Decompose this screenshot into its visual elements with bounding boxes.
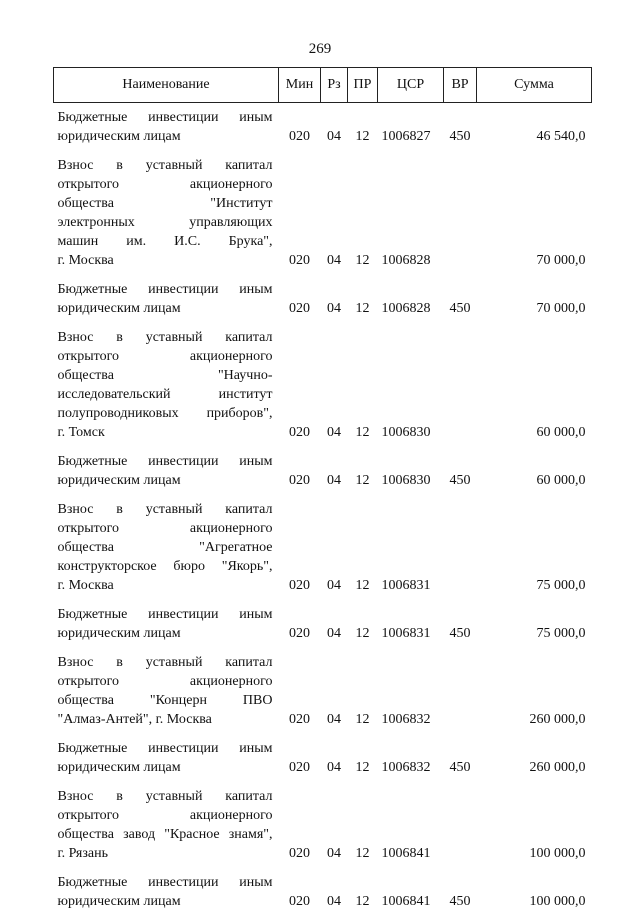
row-rz: 04 <box>321 276 348 324</box>
row-csr: 1006841 <box>378 869 444 917</box>
row-rz: 04 <box>321 783 348 869</box>
row-name-line: юридическим лицам <box>58 127 273 146</box>
row-name <box>54 601 279 649</box>
row-vr: 450 <box>444 276 477 324</box>
row-name-line: электронных управляющих <box>58 213 273 232</box>
header-min: Мин <box>279 68 321 103</box>
row-name-line: Взнос в уставный капитал <box>58 328 273 347</box>
row-name-line: Бюджетные инвестиции иным <box>58 280 273 299</box>
row-min: 020 <box>279 869 321 917</box>
row-name <box>54 103 279 153</box>
row-name-line: открытого акционерного <box>58 347 273 366</box>
row-name-line: открытого акционерного <box>58 519 273 538</box>
row-min: 020 <box>279 324 321 448</box>
row-name-line: общества завод "Красное знамя", <box>58 825 273 844</box>
row-name-line: открытого акционерного <box>58 175 273 194</box>
table-row <box>54 496 592 601</box>
header-name: Наименование <box>54 68 279 103</box>
row-name-line: г. Москва <box>58 251 273 270</box>
row-csr: 1006828 <box>378 276 444 324</box>
row-name-line: Бюджетные инвестиции иным <box>58 605 273 624</box>
row-rz: 04 <box>321 869 348 917</box>
row-name-line: г. Москва <box>58 576 273 595</box>
row-name-line: "Алмаз-Антей", г. Москва <box>58 710 273 729</box>
row-rz: 04 <box>321 448 348 496</box>
row-min: 020 <box>279 735 321 783</box>
row-name-line: г. Рязань <box>58 844 273 863</box>
row-rz: 04 <box>321 601 348 649</box>
table-row <box>54 152 592 276</box>
row-rz: 04 <box>321 103 348 153</box>
row-pr: 12 <box>348 152 378 276</box>
row-vr: 450 <box>444 601 477 649</box>
row-sum: 70 000,0 <box>477 276 592 324</box>
row-name <box>54 276 279 324</box>
table-row <box>54 276 592 324</box>
row-rz: 04 <box>321 649 348 735</box>
table-header <box>54 68 592 103</box>
row-name-line: Бюджетные инвестиции иным <box>58 108 273 127</box>
table-row <box>54 869 592 917</box>
row-vr: 450 <box>444 869 477 917</box>
row-csr: 1006828 <box>378 152 444 276</box>
row-sum: 60 000,0 <box>477 324 592 448</box>
row-name-line: Бюджетные инвестиции иным <box>58 452 273 471</box>
row-min: 020 <box>279 496 321 601</box>
row-rz: 04 <box>321 496 348 601</box>
table-row <box>54 324 592 448</box>
row-name-line: Взнос в уставный капитал <box>58 156 273 175</box>
row-sum: 60 000,0 <box>477 448 592 496</box>
row-min: 020 <box>279 601 321 649</box>
row-name <box>54 152 279 276</box>
row-name-line: открытого акционерного <box>58 672 273 691</box>
row-name-line: Взнос в уставный капитал <box>58 787 273 806</box>
header-sum: Сумма <box>477 68 592 103</box>
row-name-line: общества "Научно- <box>58 366 273 385</box>
row-csr: 1006827 <box>378 103 444 153</box>
row-pr: 12 <box>348 869 378 917</box>
row-pr: 12 <box>348 783 378 869</box>
row-name-line: общества "Агрегатное <box>58 538 273 557</box>
table-row <box>54 783 592 869</box>
row-sum: 75 000,0 <box>477 601 592 649</box>
row-name <box>54 783 279 869</box>
row-name <box>54 869 279 917</box>
row-name-line: машин им. И.С. Брука", <box>58 232 273 251</box>
row-pr: 12 <box>348 496 378 601</box>
row-name <box>54 324 279 448</box>
table-row <box>54 601 592 649</box>
row-name <box>54 649 279 735</box>
row-min: 020 <box>279 783 321 869</box>
header-pr: ПР <box>348 68 378 103</box>
header-csr: ЦСР <box>378 68 444 103</box>
row-rz: 04 <box>321 324 348 448</box>
row-min: 020 <box>279 152 321 276</box>
row-name-line: юридическим лицам <box>58 624 273 643</box>
row-min: 020 <box>279 276 321 324</box>
row-pr: 12 <box>348 103 378 153</box>
row-name-line: Взнос в уставный капитал <box>58 500 273 519</box>
row-sum: 100 000,0 <box>477 783 592 869</box>
row-rz: 04 <box>321 735 348 783</box>
row-name-line: юридическим лицам <box>58 299 273 318</box>
row-vr <box>444 783 477 869</box>
row-csr: 1006830 <box>378 324 444 448</box>
row-csr: 1006832 <box>378 735 444 783</box>
row-name-line: Взнос в уставный капитал <box>58 653 273 672</box>
row-pr: 12 <box>348 276 378 324</box>
row-csr: 1006830 <box>378 448 444 496</box>
row-name-line: Бюджетные инвестиции иным <box>58 739 273 758</box>
row-name <box>54 735 279 783</box>
row-vr: 450 <box>444 448 477 496</box>
header-rz: Рз <box>321 68 348 103</box>
row-pr: 12 <box>348 324 378 448</box>
row-sum: 260 000,0 <box>477 649 592 735</box>
budget-table <box>53 67 592 917</box>
row-sum: 70 000,0 <box>477 152 592 276</box>
row-name-line: конструкторское бюро "Якорь", <box>58 557 273 576</box>
table-row <box>54 448 592 496</box>
row-min: 020 <box>279 448 321 496</box>
row-sum: 75 000,0 <box>477 496 592 601</box>
table-row <box>54 103 592 153</box>
row-min: 020 <box>279 103 321 153</box>
row-vr <box>444 324 477 448</box>
row-vr <box>444 649 477 735</box>
row-name <box>54 496 279 601</box>
page-number: 269 <box>0 41 640 58</box>
row-name-line: открытого акционерного <box>58 806 273 825</box>
row-name-line: г. Томск <box>58 423 273 442</box>
row-rz: 04 <box>321 152 348 276</box>
row-pr: 12 <box>348 601 378 649</box>
row-name-line: Бюджетные инвестиции иным <box>58 873 273 892</box>
row-sum: 260 000,0 <box>477 735 592 783</box>
row-pr: 12 <box>348 649 378 735</box>
row-name-line: полупроводниковых приборов", <box>58 404 273 423</box>
row-vr: 450 <box>444 735 477 783</box>
row-name <box>54 448 279 496</box>
header-vr: ВР <box>444 68 477 103</box>
row-csr: 1006832 <box>378 649 444 735</box>
row-pr: 12 <box>348 735 378 783</box>
row-name-line: общества "Институт <box>58 194 273 213</box>
row-sum: 46 540,0 <box>477 103 592 153</box>
row-csr: 1006841 <box>378 783 444 869</box>
row-pr: 12 <box>348 448 378 496</box>
row-csr: 1006831 <box>378 496 444 601</box>
row-vr <box>444 496 477 601</box>
row-sum: 100 000,0 <box>477 869 592 917</box>
table-body <box>54 103 592 917</box>
row-vr <box>444 152 477 276</box>
row-name-line: юридическим лицам <box>58 892 273 911</box>
row-name-line: юридическим лицам <box>58 471 273 490</box>
row-name-line: общества "Концерн ПВО <box>58 691 273 710</box>
row-csr: 1006831 <box>378 601 444 649</box>
row-name-line: исследовательский институт <box>58 385 273 404</box>
row-min: 020 <box>279 649 321 735</box>
table-row <box>54 735 592 783</box>
row-vr: 450 <box>444 103 477 153</box>
table-row <box>54 649 592 735</box>
row-name-line: юридическим лицам <box>58 758 273 777</box>
